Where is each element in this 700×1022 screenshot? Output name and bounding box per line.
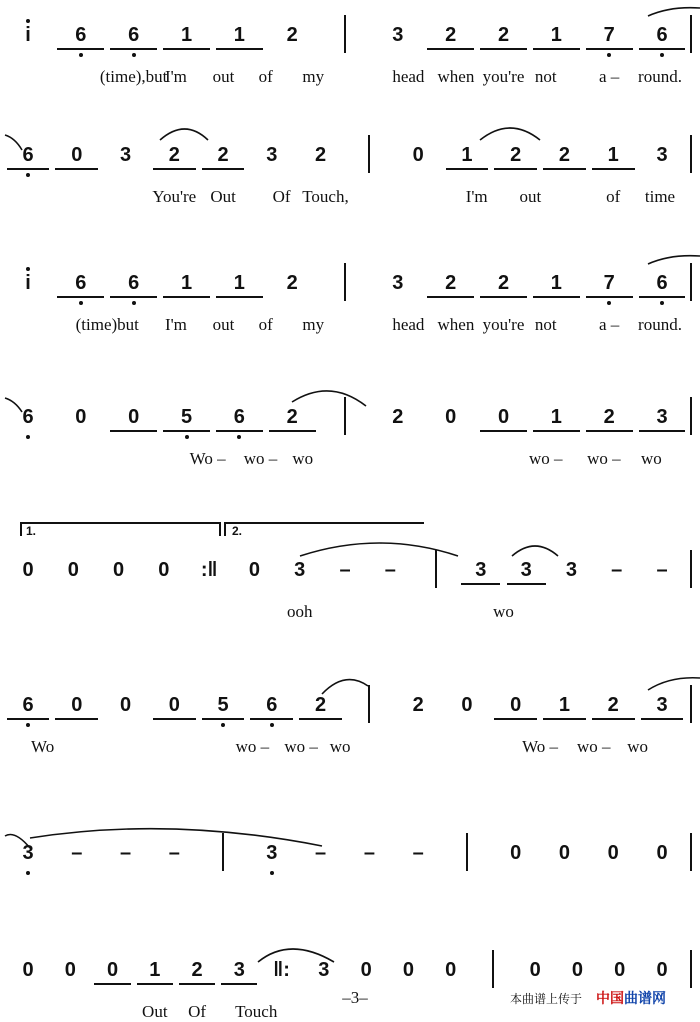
dash-hold: – xyxy=(611,559,623,581)
eighth-underline xyxy=(110,296,157,298)
note: 7 xyxy=(603,24,615,46)
lyric-word: time xyxy=(644,187,676,206)
eighth-underline xyxy=(446,168,489,170)
lyric-word: a – xyxy=(599,67,620,86)
lyric-word: wo – xyxy=(529,449,563,468)
note: 3 xyxy=(233,959,245,981)
lyric-word: wo xyxy=(641,449,662,468)
dash-hold: – xyxy=(71,842,83,864)
volta-bracket-2 xyxy=(224,522,424,524)
lyric-word: You're xyxy=(152,187,197,206)
eighth-underline xyxy=(94,983,130,985)
lyric-word: head xyxy=(392,67,425,86)
note: 1 xyxy=(233,272,245,294)
note: 0 xyxy=(656,842,668,864)
note: 2 xyxy=(497,272,510,294)
note: 6 xyxy=(75,24,87,46)
note: 6 xyxy=(22,694,34,716)
note: 3 xyxy=(266,842,278,864)
eighth-underline xyxy=(461,583,500,585)
eighth-underline xyxy=(641,718,684,720)
note: 1 xyxy=(558,694,571,716)
dash-hold: – xyxy=(384,559,396,581)
eighth-underline xyxy=(202,168,245,170)
lyric-word: Out xyxy=(142,1002,168,1021)
note: 0 xyxy=(119,694,132,716)
lyric-word: out xyxy=(212,67,235,86)
note: 0 xyxy=(168,694,180,716)
octave-dot xyxy=(132,53,136,57)
repeat-sign: :‖ xyxy=(200,559,218,581)
eighth-underline xyxy=(57,48,104,50)
lyric-word: not xyxy=(534,315,557,334)
eighth-underline xyxy=(7,718,50,720)
octave-dot xyxy=(26,267,30,271)
note: 0 xyxy=(67,559,79,581)
end-bar-line xyxy=(690,135,692,173)
eighth-underline xyxy=(163,296,210,298)
note: 3 xyxy=(22,842,34,864)
octave-dot xyxy=(607,301,611,305)
lyric-word: wo – xyxy=(243,449,278,468)
site-logo[interactable] xyxy=(596,988,666,1008)
repeat-sign: ‖: xyxy=(273,959,290,981)
eighth-underline xyxy=(163,48,210,50)
bar-line xyxy=(344,15,346,53)
note: 2 xyxy=(558,144,571,166)
eighth-underline xyxy=(137,983,173,985)
volta-bracket-1-end xyxy=(219,522,221,536)
note: 1 xyxy=(550,406,562,428)
note: 1 xyxy=(550,272,562,294)
eighth-underline xyxy=(153,718,196,720)
note: 6 xyxy=(233,406,245,428)
dash-hold: – xyxy=(168,842,180,864)
lyric-word: my xyxy=(302,315,325,334)
bar-line xyxy=(344,263,346,301)
end-bar-line xyxy=(690,550,692,588)
eighth-underline xyxy=(427,48,474,50)
note: 2 xyxy=(217,144,229,166)
eighth-underline xyxy=(221,983,257,985)
bar-line xyxy=(466,833,468,871)
note: 2 xyxy=(445,272,457,294)
eighth-underline xyxy=(533,430,580,432)
eighth-underline xyxy=(533,48,580,50)
note: 3 xyxy=(520,559,532,581)
bar-line xyxy=(435,550,437,588)
bar-line xyxy=(368,135,370,173)
volta-label-1: 1. xyxy=(26,524,37,538)
end-bar-line xyxy=(690,397,692,435)
eighth-underline xyxy=(299,718,342,720)
eighth-underline xyxy=(543,718,586,720)
eighth-underline xyxy=(639,296,686,298)
note: 6 xyxy=(128,272,140,294)
lyric-word: round. xyxy=(638,67,682,86)
eighth-underline xyxy=(163,430,210,432)
lyric-word: Touch, xyxy=(302,187,349,206)
lyric-word: wo xyxy=(627,737,648,756)
eighth-underline xyxy=(216,296,263,298)
note: i xyxy=(25,272,31,294)
eighth-underline xyxy=(543,168,586,170)
volta-bracket-1-edge xyxy=(20,522,22,536)
note: 6 xyxy=(656,272,668,294)
lyric-word: wo xyxy=(292,449,314,468)
octave-dot xyxy=(270,723,274,727)
eighth-underline xyxy=(480,48,527,50)
note: 0 xyxy=(461,694,473,716)
lyric-word: Out xyxy=(210,187,236,206)
note: 0 xyxy=(128,406,140,428)
dash-hold: – xyxy=(339,559,351,581)
note: 3 xyxy=(656,694,668,716)
end-bar-line xyxy=(690,263,692,301)
lyric-word: Touch xyxy=(235,1002,278,1021)
note: 2 xyxy=(168,144,180,166)
note: 0 xyxy=(113,559,125,581)
note: 2 xyxy=(191,959,203,981)
note: 2 xyxy=(603,406,615,428)
eighth-underline xyxy=(216,48,263,50)
note: 3 xyxy=(294,559,306,581)
note: 2 xyxy=(412,694,424,716)
lyric-word: wo xyxy=(493,602,514,621)
lyric-word: when xyxy=(437,67,475,86)
note: 3 xyxy=(119,144,132,166)
dash-hold: – xyxy=(412,842,424,864)
eighth-underline xyxy=(179,983,215,985)
note: 0 xyxy=(571,959,584,981)
note: 1 xyxy=(233,24,245,46)
lyric-word: Of xyxy=(272,187,291,206)
lyric-word: of xyxy=(606,187,621,206)
end-bar-line xyxy=(690,15,692,53)
note: 2 xyxy=(392,406,404,428)
site-logo-part-b: 曲谱网 xyxy=(624,990,666,1006)
lyric-word: out xyxy=(212,315,235,334)
eighth-underline xyxy=(250,718,293,720)
note: 1 xyxy=(180,272,193,294)
note: 2 xyxy=(510,144,522,166)
lyric-word: I'm xyxy=(465,187,488,206)
note: 6 xyxy=(22,144,34,166)
note: 2 xyxy=(607,694,619,716)
page-number: –3– xyxy=(342,988,368,1007)
lyric-word: ooh xyxy=(286,602,313,621)
dash-hold: – xyxy=(363,842,375,864)
note: 3 xyxy=(318,959,330,981)
note: 7 xyxy=(603,272,615,294)
note: 6 xyxy=(266,694,278,716)
octave-dot xyxy=(26,723,30,727)
note: 3 xyxy=(656,144,668,166)
note: 3 xyxy=(392,24,404,46)
note: 2 xyxy=(315,694,327,716)
note: 3 xyxy=(475,559,487,581)
note: 1 xyxy=(550,24,562,46)
note: 0 xyxy=(402,959,414,981)
note: 0 xyxy=(558,842,571,864)
note: i xyxy=(25,24,31,46)
octave-dot xyxy=(26,173,30,177)
note: 0 xyxy=(607,842,619,864)
lyric-word: wo – xyxy=(587,449,621,468)
eighth-underline xyxy=(592,168,635,170)
note: 0 xyxy=(64,959,76,981)
octave-dot xyxy=(237,435,241,439)
note: 2 xyxy=(286,272,298,294)
note: 2 xyxy=(315,144,327,166)
end-bar-line xyxy=(690,950,692,988)
eighth-underline xyxy=(269,430,316,432)
note: 0 xyxy=(248,559,260,581)
eighth-underline xyxy=(639,430,686,432)
lyric-word: (time),but xyxy=(99,67,168,86)
note: 0 xyxy=(510,842,522,864)
eighth-underline xyxy=(480,430,527,432)
note: 0 xyxy=(106,959,119,981)
end-bar-line xyxy=(690,833,692,871)
note: 6 xyxy=(656,24,668,46)
lyric-word: (time)but xyxy=(75,315,139,334)
lyric-word: wo – xyxy=(284,737,318,756)
eighth-underline xyxy=(494,168,537,170)
volta-label-2: 2. xyxy=(232,524,243,538)
lyric-word: Wo xyxy=(31,737,55,756)
eighth-underline xyxy=(7,168,50,170)
eighth-underline xyxy=(55,718,98,720)
eighth-underline xyxy=(57,296,104,298)
note: 0 xyxy=(22,959,34,981)
bar-line xyxy=(368,685,370,723)
note: 3 xyxy=(565,559,577,581)
lyric-word: Wo – xyxy=(189,449,226,468)
lyric-word: I'm xyxy=(164,67,187,86)
note: 1 xyxy=(149,959,161,981)
note: 6 xyxy=(22,406,34,428)
note: 0 xyxy=(445,406,457,428)
eighth-underline xyxy=(586,430,633,432)
note: 0 xyxy=(360,959,372,981)
lyric-word: not xyxy=(534,67,557,86)
end-bar-line xyxy=(690,685,692,723)
note: 5 xyxy=(217,694,229,716)
note: 5 xyxy=(180,406,193,428)
note: 0 xyxy=(22,559,34,581)
eighth-underline xyxy=(427,296,474,298)
bar-line xyxy=(492,950,494,988)
eighth-underline xyxy=(494,718,537,720)
eighth-underline xyxy=(202,718,245,720)
octave-dot xyxy=(26,435,30,439)
lyric-word: wo – xyxy=(235,737,270,756)
note: 0 xyxy=(71,694,83,716)
note: 3 xyxy=(656,406,668,428)
octave-dot xyxy=(132,301,136,305)
lyric-word: I'm xyxy=(164,315,187,334)
eighth-underline xyxy=(110,430,157,432)
octave-dot xyxy=(79,53,83,57)
volta-bracket-2-edge xyxy=(224,522,226,536)
note: 0 xyxy=(412,144,424,166)
lyric-word: you're xyxy=(482,67,525,86)
eighth-underline xyxy=(586,48,633,50)
note: 0 xyxy=(510,694,522,716)
volta-bracket-1 xyxy=(20,522,220,524)
eighth-underline xyxy=(592,718,635,720)
note: 0 xyxy=(71,144,83,166)
lyric-word: of xyxy=(258,67,273,86)
upload-credit: 本曲谱上传于 xyxy=(510,992,583,1006)
lyric-word: wo xyxy=(329,737,351,756)
note: 0 xyxy=(614,959,626,981)
note: 0 xyxy=(445,959,457,981)
note: 2 xyxy=(286,406,298,428)
note: 1 xyxy=(607,144,619,166)
octave-dot xyxy=(660,301,664,305)
lyric-word: of xyxy=(258,315,273,334)
bar-line xyxy=(344,397,346,435)
note: 0 xyxy=(497,406,510,428)
lyric-word: head xyxy=(392,315,425,334)
note: 1 xyxy=(180,24,193,46)
octave-dot xyxy=(26,871,30,875)
lyric-word: you're xyxy=(482,315,525,334)
eighth-underline xyxy=(480,296,527,298)
octave-dot xyxy=(607,53,611,57)
lyric-word: round. xyxy=(638,315,682,334)
eighth-underline xyxy=(110,48,157,50)
note: 2 xyxy=(497,24,510,46)
lyric-word: out xyxy=(519,187,542,206)
note: 6 xyxy=(128,24,140,46)
note: 0 xyxy=(75,406,87,428)
octave-dot xyxy=(270,871,274,875)
octave-dot xyxy=(185,435,189,439)
lyric-word: wo – xyxy=(576,737,611,756)
note: 3 xyxy=(392,272,404,294)
octave-dot xyxy=(79,301,83,305)
dash-hold: – xyxy=(656,559,668,581)
lyric-word: my xyxy=(302,67,325,86)
octave-dot xyxy=(660,53,664,57)
site-logo-part-a: 中国 xyxy=(596,990,624,1006)
note: 2 xyxy=(445,24,457,46)
note: 3 xyxy=(266,144,278,166)
eighth-underline xyxy=(153,168,196,170)
lyric-word: when xyxy=(437,315,475,334)
bar-line xyxy=(222,833,224,871)
eighth-underline xyxy=(639,48,686,50)
eighth-underline xyxy=(533,296,580,298)
dash-hold: – xyxy=(119,842,132,864)
lyric-word: Wo – xyxy=(522,737,559,756)
lyric-word: a – xyxy=(599,315,620,334)
eighth-underline xyxy=(55,168,98,170)
note: 0 xyxy=(529,959,541,981)
eighth-underline xyxy=(507,583,546,585)
note: 0 xyxy=(158,559,170,581)
note: 0 xyxy=(656,959,668,981)
octave-dot xyxy=(221,723,225,727)
note: 6 xyxy=(75,272,87,294)
eighth-underline xyxy=(216,430,263,432)
octave-dot xyxy=(26,19,30,23)
note: 2 xyxy=(286,24,298,46)
dash-hold: – xyxy=(315,842,327,864)
lyric-word: Of xyxy=(188,1002,207,1021)
note: 1 xyxy=(461,144,473,166)
eighth-underline xyxy=(586,296,633,298)
